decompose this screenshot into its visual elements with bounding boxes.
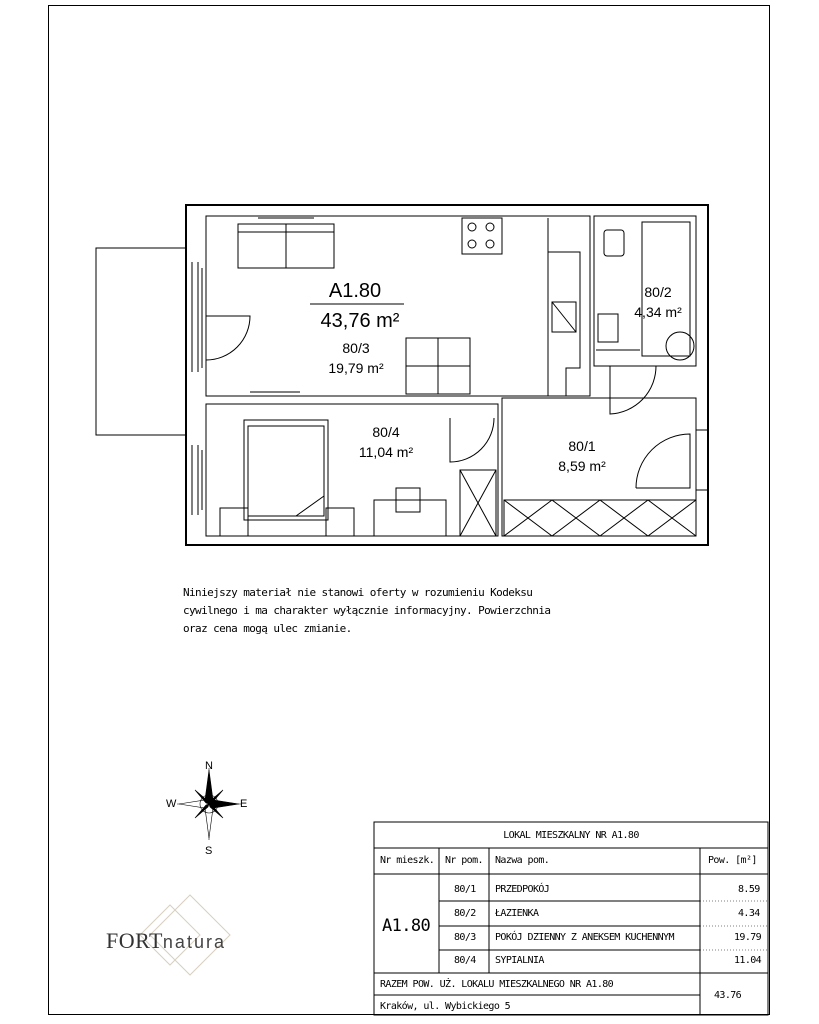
compass-east: E [240, 798, 248, 810]
compass-west: W [166, 798, 177, 810]
compass-rose [177, 768, 241, 840]
outer-wall [186, 205, 708, 545]
total-value: 43.76 [714, 990, 742, 1001]
hall-wardrobe [504, 500, 696, 536]
compass-north: N [205, 760, 213, 772]
row-name: PRZEDPOKÓJ [495, 884, 550, 895]
header-nr-pom: Nr pom. [445, 855, 483, 866]
washbasin [598, 314, 618, 342]
row-name: SYPIALNIA [495, 955, 544, 966]
row-nr: 80/2 [454, 908, 476, 919]
address: Kraków, ul. Wybickiego 5 [380, 1001, 511, 1012]
unit-code: A1.80 [328, 280, 382, 302]
row-area: 4.34 [738, 908, 760, 919]
door-swing-entry [636, 434, 690, 488]
door-swing-bath [610, 366, 656, 414]
row-area: 8.59 [738, 884, 760, 895]
logo-main: FORT [106, 928, 163, 953]
living-room-outline [206, 216, 590, 396]
row-nr: 80/4 [454, 955, 476, 966]
stove [462, 218, 502, 254]
room-area-hall: 8,59 m² [558, 458, 606, 474]
unit-area: 43,76 m² [320, 310, 400, 332]
toilet [604, 230, 624, 256]
unit-number-cell: A1.80 [382, 916, 431, 936]
disclaimer-text: Niniejszy materiał nie stanowi oferty w rozumieniu Kodeksu cywilnego i ma charakter wyłącznie informacyjny. Powierzchnia oraz cena mogą ulec zmianie. [183, 586, 551, 635]
room-schedule-table [374, 822, 768, 1015]
row-name: ŁAZIENKA [495, 908, 539, 919]
header-nazwa: Nazwa pom. [495, 855, 550, 866]
compass-south: S [205, 845, 213, 857]
room-number-bedroom: 80/4 [372, 424, 400, 440]
room-area-bedroom: 11,04 m² [358, 444, 414, 460]
row-name: POKÓJ DZIENNY Z ANEKSEM KUCHENNYM [495, 932, 674, 943]
door-swing-living [206, 316, 250, 360]
row-nr: 80/1 [454, 884, 476, 895]
fort-natura-logo [106, 928, 226, 954]
row-area: 19.79 [734, 932, 762, 943]
room-area-bathroom: 4,34 m² [634, 304, 682, 320]
total-label: RAZEM POW. UŻ. LOKALU MIESZKALNEGO NR A1.80 [380, 979, 614, 990]
header-nr-mieszk: Nr mieszk. [380, 855, 435, 866]
header-pow: Pow. [m²] [708, 855, 757, 866]
room-number-bathroom: 80/2 [644, 284, 672, 300]
desk [374, 500, 446, 536]
table-title: LOKAL MIESZKALNY NR A1.80 [503, 830, 639, 841]
row-nr: 80/3 [454, 932, 476, 943]
room-number-living: 80/3 [342, 340, 370, 356]
balcony-outline [96, 248, 186, 435]
room-number-hall: 80/1 [568, 438, 596, 454]
door-swing-bedroom [450, 418, 494, 462]
bed [244, 420, 328, 520]
row-area: 11.04 [734, 955, 762, 966]
logo-sub: natura [162, 932, 226, 952]
room-area-living: 19,79 m² [328, 360, 384, 376]
